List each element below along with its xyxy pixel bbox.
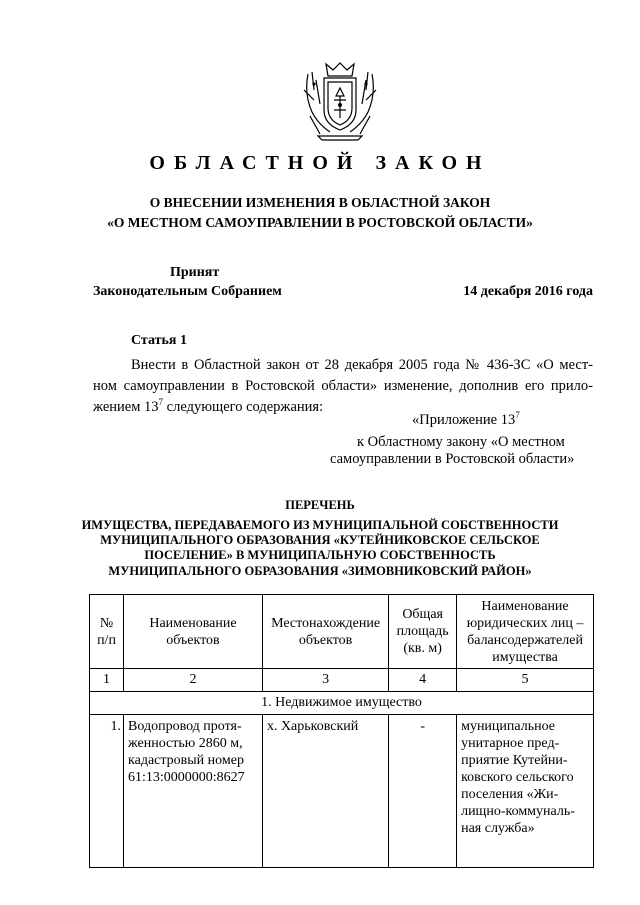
cell-line: лищно-коммуналь- (461, 804, 575, 819)
list-title-line-1: ИМУЩЕСТВА, ПЕРЕДАВАЕМОГО ИЗ МУНИЦИПАЛЬНОЙ СОБСТВЕННОСТИ (81, 518, 559, 532)
appendix-to-line-1: к Областному закону «О местном (357, 434, 565, 450)
cell-line: муниципальное (461, 719, 555, 734)
section-row (90, 692, 594, 715)
adopted-label: Принят (170, 265, 220, 280)
cell-line: Водопровод протя- (128, 719, 242, 734)
appendix-label-text: «Приложение 13 (412, 412, 516, 428)
header-cell-number (90, 595, 124, 669)
header-cell-location (262, 595, 388, 669)
law-subtitle-line-1: О ВНЕСЕНИИ ИЗМЕНЕНИЯ В ОБЛАСТНОЙ ЗАКОН (149, 195, 491, 210)
cell-line: ковского сельского (461, 770, 574, 785)
article-text-line-3-post: следующего содержания: (163, 399, 324, 415)
list-title-line-4: МУНИЦИПАЛЬНОГО ОБРАЗОВАНИЯ «ЗИМОВНИКОВСКИЙ РАЙОН» (108, 564, 532, 578)
header-cell-area (389, 595, 457, 669)
cell-line: ная служба» (461, 821, 535, 836)
balance-holder (457, 715, 594, 868)
coat-of-arms-emblem (300, 60, 380, 142)
article-heading: Статья 1 (131, 333, 187, 348)
list-title-line-3: ПОСЕЛЕНИЕ» В МУНИЦИПАЛЬНУЮ СОБСТВЕННОСТЬ (144, 548, 496, 562)
column-number: 5 (457, 669, 594, 692)
superscript: 7 (158, 397, 164, 407)
header-text: имущества (492, 649, 558, 665)
cell-line: приятие Кутейни- (461, 753, 568, 768)
law-title: ОБЛАСТНОЙ ЗАКОН (149, 152, 491, 174)
cell-line: женностью 2860 м, (128, 736, 243, 751)
header-text: (кв. м) (403, 641, 442, 656)
column-number: 2 (124, 669, 263, 692)
appendix-to-line-2: самоуправлении в Ростовской области» (330, 451, 575, 467)
cell-line: 61:13:0000000:8627 (128, 770, 245, 785)
property-table (89, 594, 594, 868)
column-number: 1 (90, 669, 124, 692)
list-heading: ПЕРЕЧЕНЬ (285, 498, 355, 512)
object-name (124, 715, 263, 868)
article-text-line-2: ном самоуправлении в Ростовской области» изменение, дополнив его прило- (93, 378, 593, 394)
row-number: 1. (90, 715, 124, 868)
cell-line: поселения «Жи- (461, 787, 559, 802)
header-cell-name (124, 595, 263, 669)
adopted-by: Законодательным Собранием (93, 284, 282, 299)
header-text: объектов (298, 632, 353, 648)
column-numbers-row (90, 669, 594, 692)
header-text: балансодержателей (467, 632, 583, 648)
header-text: Местонахождение (271, 615, 381, 631)
object-area: - (389, 715, 457, 868)
header-text: юридических лиц – (466, 615, 584, 631)
cell-line: кадастровый номер (128, 753, 244, 768)
article-text-line-1: Внести в Областной закон от 28 декабря 2005 года № 436-ЗС «О мест- (131, 357, 593, 373)
section-title: 1. Недвижимое имущество (90, 692, 594, 715)
header-text: п/п (97, 632, 116, 648)
header-text: № (99, 615, 114, 631)
table-header-row (90, 595, 594, 669)
appendix-label (412, 412, 520, 429)
header-text: площадь (396, 624, 449, 639)
article-text-line-3-pre: жением 13 (93, 399, 159, 415)
object-location: х. Харьковский (262, 715, 388, 868)
header-text: Наименование (149, 615, 237, 631)
table-row (90, 715, 594, 868)
adoption-date: 14 декабря 2016 года (463, 284, 593, 299)
header-cell-holder (457, 595, 594, 669)
cell-line: унитарное пред- (461, 736, 560, 751)
column-number: 3 (262, 669, 388, 692)
list-title-line-2: МУНИЦИПАЛЬНОГО ОБРАЗОВАНИЯ «КУТЕЙНИКОВСКОЕ СЕЛЬСКОЕ (100, 533, 540, 547)
appendix-superscript: 7 (515, 410, 520, 420)
header-text: Наименование (481, 598, 569, 614)
column-number: 4 (389, 669, 457, 692)
header-text: Общая (402, 607, 443, 622)
law-subtitle-line-2: «О МЕСТНОМ САМОУПРАВЛЕНИИ В РОСТОВСКОЙ ОБЛАСТИ» (107, 215, 533, 230)
header-text: объектов (166, 632, 220, 648)
